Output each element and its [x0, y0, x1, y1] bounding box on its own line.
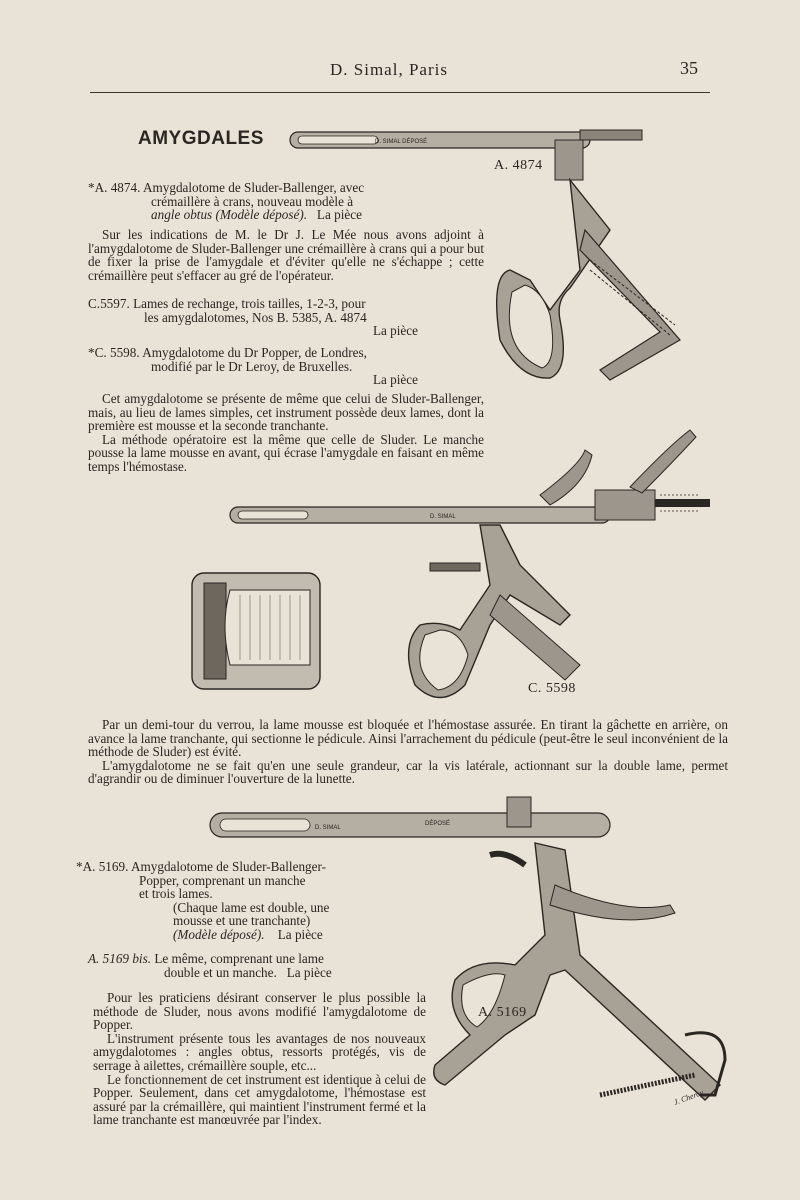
entry-line: et trois lames.: [139, 886, 213, 902]
shaft-engraving: D. SIMAL: [315, 825, 341, 831]
entry-line: modifié par le Dr Leroy, de Bruxelles.: [151, 358, 353, 374]
entry-ref: *C. 5598.: [88, 345, 140, 360]
shaft-engraving: D. SIMAL: [430, 514, 456, 520]
entry-ref: A. 5169 bis.: [88, 951, 152, 966]
entry-a5169bis: [88, 952, 378, 979]
instrument-c5598-illustration: [190, 425, 730, 715]
paragraph-text: L'instrument présente tous les avantages de nos nouveaux amygdalotomes : angles obtus, ressorts protégés, vis de serrage à ailettes, crémaillère souple, etc...: [93, 1030, 426, 1073]
entry-ref: *A. 5169.: [76, 859, 129, 874]
entry-line: Amygdalotome de Sluder-Ballenger, avec: [142, 180, 365, 195]
entry-line: Amygdalotome de Sluder-Ballenger-: [130, 859, 326, 874]
paragraph-text: Le fonctionnement de cet instrument est identique à celui de Popper. Seulement, dans cet amygdalotome, l'hémostase est assuré par la crémaillère, qui maintient l'instrument fermé et la lame tranchante est manœuvrée par l'index.: [93, 1071, 426, 1128]
section-title: AMYGDALES: [138, 128, 264, 149]
page-number: 35: [680, 58, 698, 78]
entry-line: les amygdalotomes, Nos B. 5385, A. 4874: [144, 309, 367, 325]
page-header: [90, 58, 710, 93]
paragraph-text: Pour les praticiens désirant conserver le plus possible la méthode de Sluder, nous avons modifié l'amygdalotome de Popper.: [93, 990, 426, 1033]
caption-a5169: A. 5169: [478, 1005, 527, 1020]
entry-price: La pièce: [372, 372, 418, 388]
paragraph-text: Cet amygdalotome se présente de même que celui de Sluder-Ballenger, mais, au lieu de lames simples, cet instrument possède deux lames, dont la première est mousse et la seconde tranchante.: [88, 391, 484, 434]
entry-line: Popper, comprenant un manche: [139, 872, 306, 888]
paragraph-text: Par un demi-tour du verrou, la lame mousse est bloquée et l'hémostase assurée. En tirant la gâchette en arrière, on avance la lame tranchante, qui sectionne le pédicule. Ainsi l'arrachement du pédicule (peut-être le seul inconvénient de la méthode de Sluder) est évité.: [88, 717, 728, 760]
entry-line: angle obtus (Modèle déposé).: [151, 207, 308, 223]
entry-line: crémaillère à crans, nouveau modèle à: [151, 193, 354, 209]
entry-line: (Modèle déposé).: [173, 926, 265, 942]
instrument-a4874-illustration: [280, 110, 660, 395]
entry-ref: C.5597.: [88, 296, 130, 311]
entry-line: Amygdalotome du Dr Popper, de Londres,: [142, 345, 367, 360]
entry-line: double et un manche.: [164, 964, 277, 980]
paragraph-text: L'amygdalotome ne se fait qu'en une seule grandeur, car la vis latérale, actionnant sur la double lame, permet d'agrandir ou de diminuer l'ouverture de la lunette.: [88, 757, 728, 787]
shaft-engraving: DÉPOSÉ: [425, 821, 451, 827]
paragraph-practitioners: [93, 991, 426, 1127]
caption-a4874: A. 4874: [494, 158, 543, 173]
running-head: D. Simal, Paris: [330, 60, 448, 79]
engraver-signature: J. Cheroy: [672, 1087, 705, 1107]
entry-price: La pièce: [316, 207, 362, 223]
entry-price: La pièce: [372, 323, 418, 339]
shaft-engraving: D. SIMAL DÉPOSÉ: [375, 139, 428, 145]
entry-price: La pièce: [286, 964, 332, 980]
paragraph-text: Sur les indications de M. le Dr J. Le Mée nous avons adjoint à l'amygdalotome de Sluder-Ballenger une crémaillère à crans qui a pour but de fixer la prise de l'amygdale et d'éviter qu'elle ne s'échappe ; cette crémaillère peut s'effacer au gré de l'opérateur.: [88, 227, 484, 283]
entry-a5169: [76, 860, 372, 942]
entry-price: La pièce: [277, 926, 323, 942]
paragraph-text: La méthode opératoire est la même que celle de Sluder. Le manche pousse la lame mousse en avant, qui écrase l'amygdale en faisant en même temps l'hémostase.: [88, 431, 484, 474]
paragraph-popper-continued: [88, 718, 728, 786]
entry-line: (Chaque lame est double, une: [173, 899, 330, 915]
entry-line: mousse et une tranchante): [173, 913, 311, 929]
caption-c5598: C. 5598: [528, 681, 576, 696]
entry-line: Lames de rechange, trois tailles, 1-2-3, pour: [133, 296, 366, 311]
entry-line: Le même, comprenant une lame: [154, 951, 324, 966]
entry-ref: *A. 4874.: [88, 180, 141, 195]
